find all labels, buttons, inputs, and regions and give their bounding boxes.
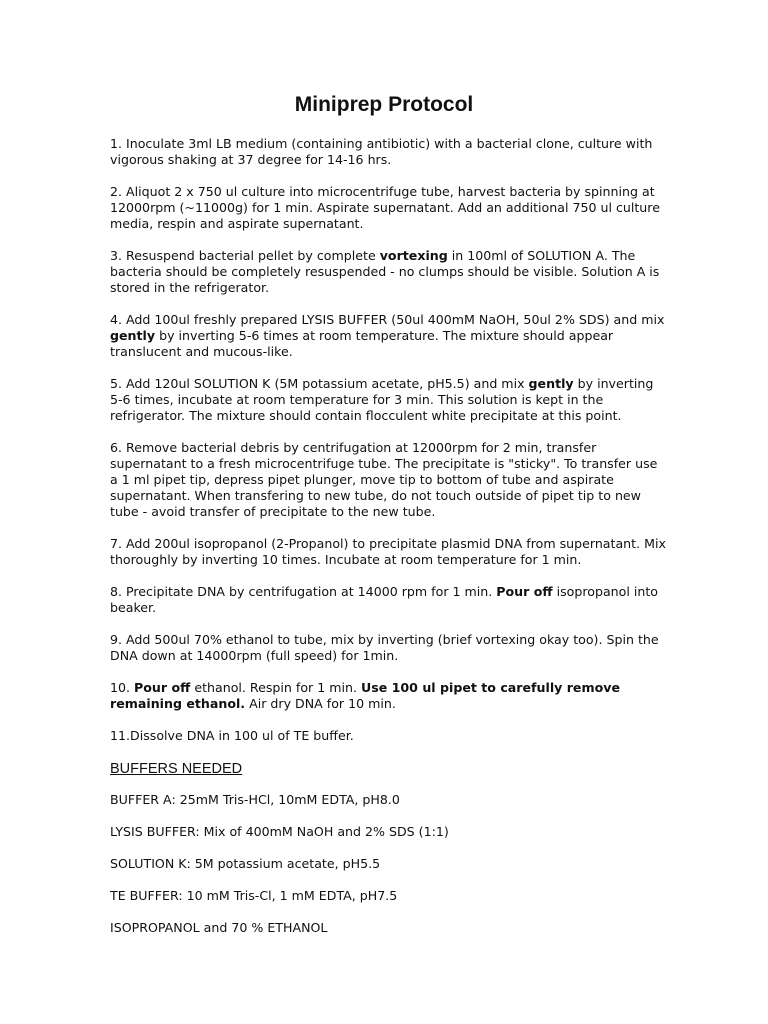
buffer-item: TE BUFFER: 10 mM Tris-Cl, 1 mM EDTA, pH7.5 (110, 888, 398, 903)
page-title: Miniprep Protocol (294, 93, 474, 116)
protocol-content (110, 136, 666, 952)
step-text: Air dry DNA for 10 min. (245, 696, 396, 711)
buffers-heading: BUFFERS NEEDED (110, 761, 243, 777)
step-emphasis: Use 100 ul pipet to carefully remove remaining ethanol. (110, 680, 621, 711)
protocol-step (110, 584, 666, 616)
step-text: 1. Inoculate 3ml LB medium (containing antibiotic) with a bacterial clone, culture with vigorous shaking at 37 degree for 14-16 hrs. (110, 136, 653, 167)
step-text: 10. (110, 680, 135, 695)
protocol-step (110, 248, 666, 296)
protocol-step (110, 184, 666, 232)
step-emphasis: vortexing (379, 248, 448, 263)
step-text: by inverting 5-6 times, incubate at room temperature for 3 min. This solution is kept in the refrigerator. The mixture should contain flocculent white precipitate at this point. (110, 376, 654, 423)
protocol-step (110, 680, 666, 712)
step-text: 8. Precipitate DNA by centrifugation at 14000 rpm for 1 min. (110, 584, 497, 599)
step-text: 9. Add 500ul 70% ethanol to tube, mix by inverting (brief vortexing okay too). Spin the DNA down at 14000rpm (full speed) for 1min. (110, 632, 659, 663)
buffer-item: SOLUTION K: 5M potassium acetate, pH5.5 (110, 856, 381, 871)
buffers-list (110, 792, 666, 936)
step-text: isopropanol into beaker. (110, 584, 658, 615)
protocol-step (110, 136, 666, 168)
step-text: 4. Add 100ul freshly prepared LYSIS BUFFER (50ul 400mM NaOH, 50ul 2% SDS) and mix (110, 312, 665, 327)
step-text: by inverting 5-6 times at room temperature. The mixture should appear translucent and mucous-like. (110, 328, 614, 359)
step-text: ethanol. Respin for 1 min. (190, 680, 361, 695)
buffer-item: ISOPROPANOL and 70 % ETHANOL (110, 920, 328, 935)
step-text: 3. Resuspend bacterial pellet by complete (110, 248, 380, 263)
step-emphasis: gently (110, 328, 156, 343)
step-text: 7. Add 200ul isopropanol (2-Propanol) to precipitate plasmid DNA from supernatant. Mix thoroughly by inverting 10 times. Incubate at room temperature for 1 min. (110, 536, 666, 567)
protocol-step (110, 376, 666, 424)
buffer-item: BUFFER A: 25mM Tris-HCl, 10mM EDTA, pH8.0 (110, 792, 400, 807)
buffer-item: LYSIS BUFFER: Mix of 400mM NaOH and 2% SDS (1:1) (110, 824, 449, 839)
step-emphasis: gently (528, 376, 574, 391)
step-emphasis: Pour off (496, 584, 553, 599)
step-text: 2. Aliquot 2 x 750 ul culture into microcentrifuge tube, harvest bacteria by spinning at 12000rpm (~11000g) for 1 min. Aspirate supernatant. Add an additional 750 ul culture media, respin and aspirate supernatant. (110, 184, 660, 231)
step-text: 6. Remove bacterial debris by centrifugation at 12000rpm for 2 min, transfer supernatant to a fresh microcentrifuge tube. The precipitate is "sticky". To transfer use a 1 ml pipet tip, depress pipet plunger, move tip to bottom of tube and aspirate supernatant. When transfering to new tube, do not touch outside of pipet tip to new tube - avoid transfer of precipitate to the new tube. (110, 440, 658, 519)
protocol-step (110, 312, 666, 360)
step-text: 11.Dissolve DNA in 100 ul of TE buffer. (110, 728, 354, 743)
protocol-steps (110, 136, 666, 744)
protocol-step (110, 440, 666, 520)
step-text: in 100ml of SOLUTION A. The bacteria should be completely resuspended - no clumps should be visible. Solution A is stored in the refrigerator. (110, 248, 660, 295)
protocol-step (110, 536, 666, 568)
step-text: 5. Add 120ul SOLUTION K (5M potassium acetate, pH5.5) and mix (110, 376, 529, 391)
step-emphasis: Pour off (134, 680, 191, 695)
protocol-step (110, 632, 666, 664)
protocol-step (110, 728, 666, 744)
